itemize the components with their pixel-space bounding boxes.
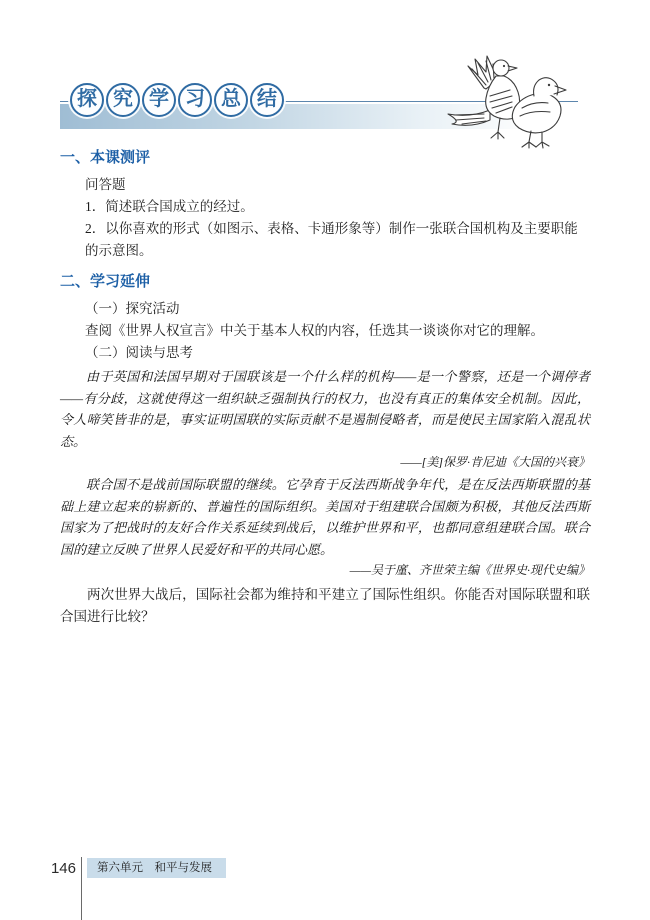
section2-activity-text: 查阅《世界人权宣言》中关于基本人权的内容，任选其一谈谈你对它的理解。 bbox=[85, 323, 544, 338]
title-char-circle: 结 bbox=[250, 83, 284, 117]
title-char-circle: 究 bbox=[106, 83, 140, 117]
title-char-circle: 学 bbox=[142, 83, 176, 117]
quote1-source: ——[美]保罗·肯尼迪《大国的兴衰》 bbox=[400, 455, 590, 469]
section2-reading-heading: （二）阅读与思考 bbox=[85, 345, 193, 360]
quote-united-nations: 联合国不是战前国际联盟的继续。它孕育于反法西斯战争年代，是在反法西斯联盟的基础上建立起来的崭新的、普遍性的国际组织。美国对于组建联合国颇为积极，其他反法西斯国家为了把战时的友好合作关系延续到战后，以维护世界和平，也都同意组建联合国。联合国的建立反映了世界人民爱好和平的共同心愿。 bbox=[60, 477, 590, 557]
page-header bbox=[0, 0, 650, 148]
title-char-circle: 总 bbox=[214, 83, 248, 117]
section1-subheading: 问答题 bbox=[85, 177, 126, 192]
section1-item-2: 2．以你喜欢的形式（如图示、表格、卡通形象等）制作一张联合国机构及主要职能的示意图。 bbox=[85, 221, 578, 258]
section2-heading: 二、学习延伸 bbox=[60, 273, 151, 290]
page-content bbox=[0, 148, 650, 628]
quote2-source: ——吴于廑、齐世荣主编《世界史·现代史编》 bbox=[349, 563, 590, 577]
section-title bbox=[70, 83, 284, 117]
page-number: 146 bbox=[50, 860, 76, 877]
footer-divider-line bbox=[81, 857, 82, 920]
quote-league-of-nations: 由于英国和法国早期对于国联该是一个什么样的机构——是一个警察，还是一个调停者——有分歧，这就使得这一组织缺乏强制执行的权力，也没有真正的集体安全机制。因此，令人啼笑皆非的是，事实证明国联的实际贡献不是遏制侵略者，而是使民主国家陷入混乱状态。 bbox=[60, 369, 590, 449]
page-footer bbox=[0, 852, 650, 920]
section1-item-1: 1．简述联合国成立的经过。 bbox=[85, 199, 254, 214]
doves-illustration bbox=[438, 52, 598, 152]
title-char-circle: 探 bbox=[70, 83, 104, 117]
section1-heading: 一、本课测评 bbox=[60, 149, 151, 166]
title-char-circle: 习 bbox=[178, 83, 212, 117]
section2-activity-heading: （一）探究活动 bbox=[85, 301, 180, 316]
unit-label: 第六单元 和平与发展 bbox=[87, 858, 226, 878]
comparison-question: 两次世界大战后，国际社会都为维持和平建立了国际性组织。你能否对国际联盟和联合国进行比较？ bbox=[60, 587, 590, 624]
